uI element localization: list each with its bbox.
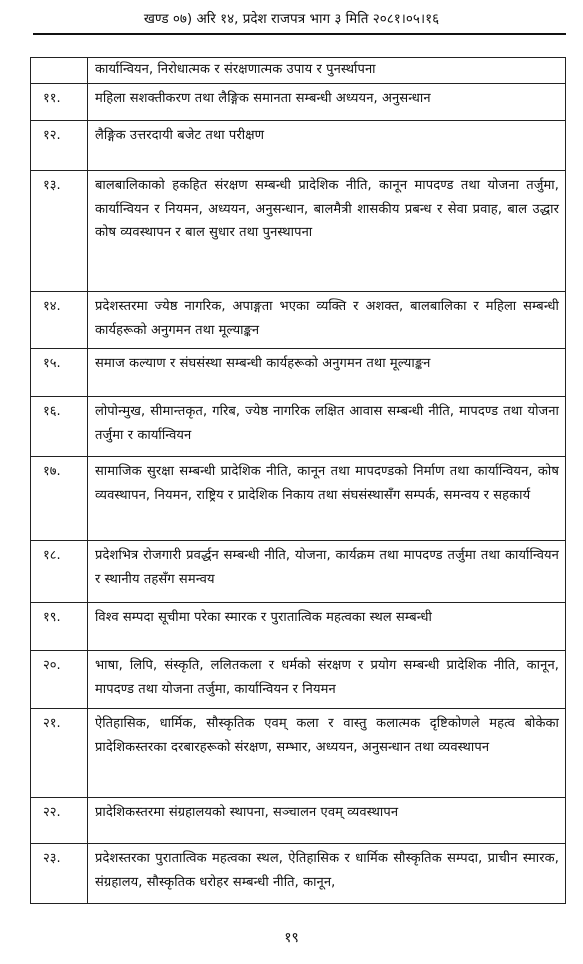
table-row <box>31 651 566 709</box>
item-text: महिला सशक्तीकरण तथा लैङ्गिक समानता सम्बन्धी अध्ययन, अनुसन्धान <box>88 84 566 121</box>
item-text: प्रदेशस्तरमा ज्येष्ठ नागरिक, अपाङ्गता भएका व्यक्ति र अशक्त, बालबालिका र महिला सम्बन्धी कार्यहरूको अनुगमन तथा मूल्याङ्कन <box>88 292 566 349</box>
item-number: १६. <box>31 397 88 457</box>
item-text: सामाजिक सुरक्षा सम्बन्धी प्रादेशिक नीति, कानून तथा मापदण्डको निर्माण तथा कार्यान्वियन, कोष व्यवस्थापन, नियमन, राष्ट्रिय र प्रादेशिक निकाय तथा संघसंस्थासँग सम्पर्क, समन्वय र सहकार्य <box>88 457 566 541</box>
table-row <box>31 798 566 844</box>
item-number: १३. <box>31 171 88 292</box>
table-row <box>31 603 566 651</box>
table-row <box>31 397 566 457</box>
item-number: १८. <box>31 541 88 603</box>
item-number <box>31 58 88 84</box>
functions-table-body <box>31 58 566 904</box>
table-row <box>31 709 566 798</box>
item-number: ११. <box>31 84 88 121</box>
item-text: बालबालिकाको हकहित संरक्षण सम्बन्धी प्रादेशिक नीति, कानून मापदण्ड तथा योजना तर्जुमा, कार्यान्वियन र नियमन, अध्ययन, अनुसन्धान, बालमैत्री शासकीय प्रबन्ध र सेवा प्रवाह, बाल उद्धार कोष व्यवस्थापन र बाल सुधार तथा पुनस्थापना <box>88 171 566 292</box>
item-text: समाज कल्याण र संघसंस्था सम्बन्धी कार्यहरूको अनुगमन तथा मूल्याङ्कन <box>88 349 566 397</box>
item-text: भाषा, लिपि, संस्कृति, ललितकला र धर्मको संरक्षण र प्रयोग सम्बन्धी प्रादेशिक नीति, कानून, मापदण्ड तथा योजना तर्जुमा, कार्यान्वियन र नियमन <box>88 651 566 709</box>
item-number: १७. <box>31 457 88 541</box>
table-row <box>31 541 566 603</box>
item-number: १५. <box>31 349 88 397</box>
table-row <box>31 121 566 171</box>
item-text: लोपोन्मुख, सीमान्तकृत, गरिब, ज्येष्ठ नागरिक लक्षित आवास सम्बन्धी नीति, मापदण्ड तथा योजना तर्जुमा र कार्यान्वियन <box>88 397 566 457</box>
item-number: १२. <box>31 121 88 171</box>
table-row <box>31 457 566 541</box>
item-number: २०. <box>31 651 88 709</box>
item-text: ऐतिहासिक, धार्मिक, सौस्कृतिक एवम् कला र वास्तु कलात्मक दृष्टिकोणले महत्व बोकेका प्रादेशिकस्तरका दरबारहरूको संरक्षण, सम्भार, अध्ययन, अनुसन्धान तथा व्यवस्थापन <box>88 709 566 798</box>
item-text: प्रादेशिकस्तरमा संग्रहालयको स्थापना, सञ्चालन एवम् व्यवस्थापन <box>88 798 566 844</box>
item-text: प्रदेशभित्र रोजगारी प्रवर्द्धन सम्बन्धी नीति, योजना, कार्यक्रम तथा मापदण्ड तर्जुमा तथा कार्यान्वियन र स्थानीय तहसँग समन्वय <box>88 541 566 603</box>
page-number: १९ <box>284 930 299 946</box>
table-row <box>31 292 566 349</box>
table-row <box>31 84 566 121</box>
item-number: २१. <box>31 709 88 798</box>
item-number: २२. <box>31 798 88 844</box>
table-row <box>31 349 566 397</box>
item-number: १९. <box>31 603 88 651</box>
table-row <box>31 171 566 292</box>
item-number: १४. <box>31 292 88 349</box>
table-row <box>31 58 566 84</box>
item-text: कार्यान्वियन, निरोधात्मक र संरक्षणात्मक उपाय र पुनर्स्थापना <box>88 58 566 84</box>
item-number: २३. <box>31 844 88 904</box>
item-text: प्रदेशस्तरका पुरातात्विक महत्वका स्थल, ऐतिहासिक र धार्मिक सौस्कृतिक सम्पदा, प्राचीन स्मारक, संग्रहालय, सौस्कृतिक धरोहर सम्बन्धी नीति, कानून, <box>88 844 566 904</box>
item-text: विश्व सम्पदा सूचीमा परेका स्मारक र पुरातात्विक महत्वका स्थल सम्बन्धी <box>88 603 566 651</box>
running-header: खण्ड ०७) अरि १४, प्रदेश राजपत्र भाग ३ मिति २०८१।०५।१६ <box>143 11 440 27</box>
functions-table <box>30 57 566 904</box>
item-text: लैङ्गिक उत्तरदायी बजेट तथा परीक्षण <box>88 121 566 171</box>
table-row <box>31 844 566 904</box>
header-rule <box>33 33 566 35</box>
